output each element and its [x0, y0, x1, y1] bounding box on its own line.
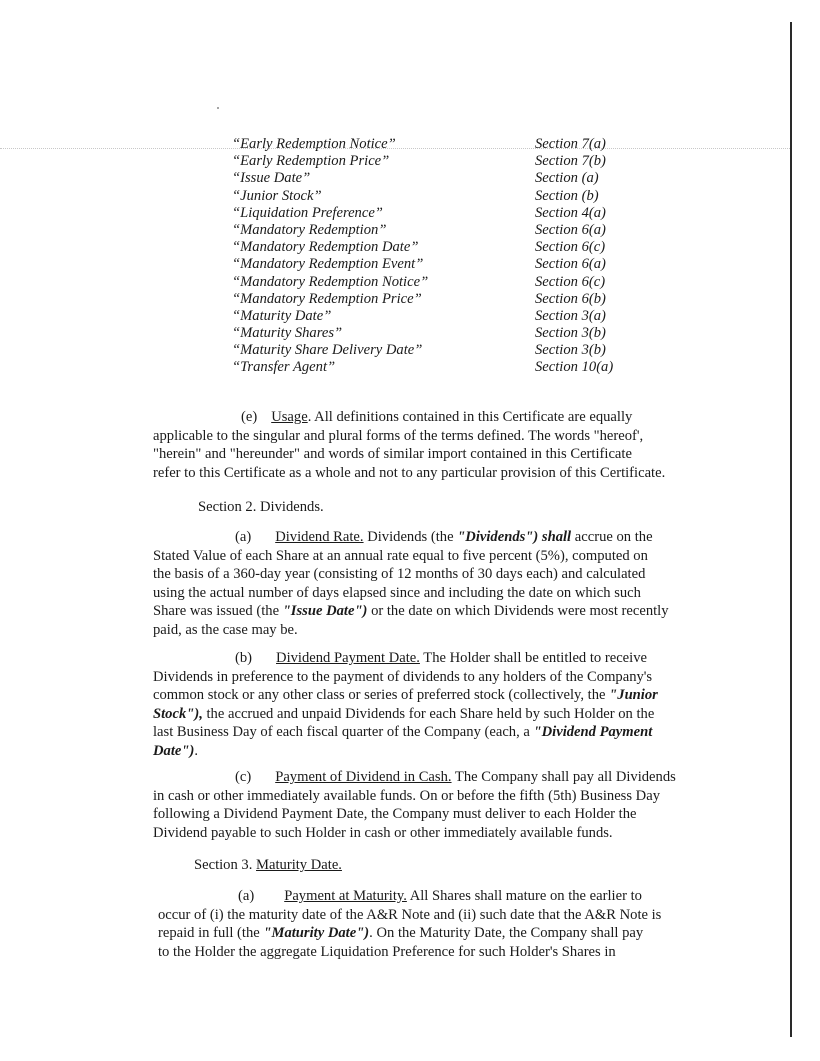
- definition-reference: Section 4(a): [535, 204, 606, 221]
- defined-term: "Issue Date"): [282, 603, 368, 619]
- definition-row: [232, 325, 652, 342]
- payment-in-cash-title: Payment of Dividend in Cash.: [275, 769, 452, 785]
- definition-row: [232, 170, 652, 187]
- definition-row: [232, 274, 652, 291]
- payment-at-maturity-paragraph: (a) Payment at Maturity. All Shares shall mature on the earlier to occur of (i) the maturity date of the A&R Note and (ii) such date that the A&R Note is repaid in full (the "Maturity Date"). On the Maturity Date, the Company shall pay to the Holder the aggregate Liquidation Preference for such Holder's Shares in: [158, 888, 662, 960]
- definition-reference: Section 3(a): [535, 307, 606, 324]
- usage-paragraph: (e) Usage. All definitions contained in this Certificate are equally applicable to the singular and plural forms of the terms defined. The words "hereof', "herein" and "hereunder" and words of similar import contained in this Certificate refer to this Certificate as a whole and not to any particular provision of this Certificate.: [153, 409, 666, 481]
- section-2-heading: Section 2. Dividends.: [198, 499, 324, 515]
- definitions-table: [232, 136, 652, 377]
- definition-reference: Section 6(c): [535, 273, 606, 290]
- section-3-title: Maturity Date.: [256, 857, 342, 873]
- definition-term: “Maturity Date”: [232, 307, 332, 324]
- defined-term: Stock"),: [153, 705, 203, 722]
- definition-reference: Section 7(a): [535, 136, 606, 152]
- definition-term: “Junior Stock”: [232, 187, 322, 204]
- dividend-payment-date-title: Dividend Payment Date.: [276, 650, 420, 666]
- dividend-rate-paragraph: (a) Dividend Rate. Dividends (the "Dividends") shall accrue on the Stated Value of each Share at an annual rate equal to five percent (5%), computed on the basis of a 360-day year (consisting of 12 months of 30 days each) and calculated using the actual number of days elapsed since and including the date on which such Share was issued (the "Issue Date") or the date on which Dividends were most recently paid, as the case may be.: [153, 529, 669, 638]
- defined-term: "Junior: [609, 687, 658, 703]
- definition-reference: Section 6(a): [535, 221, 606, 238]
- definition-term: “Maturity Share Delivery Date”: [232, 342, 423, 359]
- definition-row: [232, 359, 652, 376]
- definition-reference: Section 3(b): [535, 325, 606, 342]
- definition-term: “Transfer Agent”: [232, 359, 336, 376]
- definition-reference: Section (b): [535, 187, 599, 204]
- scan-edge-line: [790, 22, 792, 1037]
- definition-reference: Section 3(b): [535, 342, 606, 359]
- definition-reference: Section 7(b): [535, 153, 606, 170]
- definition-row: [232, 239, 652, 256]
- defined-term: "Maturity Date"): [263, 925, 370, 941]
- usage-label: (e): [241, 409, 258, 425]
- definition-row: [232, 256, 652, 273]
- definition-term: “Mandatory Redemption Date”: [232, 239, 419, 256]
- definition-term: “Maturity Shares”: [232, 325, 343, 342]
- definition-reference: Section 6(b): [535, 290, 606, 307]
- definition-row: [232, 308, 652, 325]
- definition-term: “Mandatory Redemption Notice”: [232, 273, 429, 290]
- definition-term: “Early Redemption Notice”: [232, 136, 396, 152]
- definition-row: [232, 205, 652, 222]
- definition-row: [232, 342, 652, 359]
- definition-row: [232, 188, 652, 205]
- usage-title: Usage: [271, 409, 308, 425]
- definition-row: [232, 136, 652, 153]
- definition-row: [232, 291, 652, 308]
- dividend-payment-date-paragraph: (b) Dividend Payment Date. The Holder shall be entitled to receive Dividends in preference to the payment of dividends to any holders of the Company's common stock or any other class or series of preferred stock (collectively, the "Junior Stock"), the accrued and unpaid Dividends for each Share held by such Holder on the last Business Day of each fiscal quarter of the Company (each, a "Dividend Payment Date").: [153, 650, 658, 759]
- scan-speck: [217, 107, 219, 109]
- definition-term: “Mandatory Redemption Price”: [232, 290, 422, 307]
- defined-term: Date"): [153, 742, 195, 759]
- defined-term: "Dividends") shall: [457, 529, 572, 545]
- definition-row: [232, 153, 652, 170]
- definition-term: “Liquidation Preference”: [232, 204, 383, 221]
- definition-reference: Section 10(a): [535, 359, 614, 376]
- dividend-rate-title: Dividend Rate.: [275, 529, 364, 545]
- payment-in-cash-paragraph: (c) Payment of Dividend in Cash. The Company shall pay all Dividends in cash or other immediately available funds. On or before the fifth (5th) Business Day following a Dividend Payment Date, the Company must deliver to each Holder the Dividend payable to such Holder in cash or other immediately available funds.: [153, 769, 676, 841]
- payment-at-maturity-title: Payment at Maturity.: [284, 888, 407, 904]
- definition-term: “Mandatory Redemption Event”: [232, 256, 424, 273]
- defined-term: "Dividend Payment: [533, 724, 653, 740]
- definition-term: “Mandatory Redemption”: [232, 221, 387, 238]
- definition-reference: Section 6(c): [535, 239, 606, 256]
- definition-reference: Section (a): [535, 170, 599, 187]
- definition-row: [232, 222, 652, 239]
- definition-term: “Early Redemption Price”: [232, 153, 390, 170]
- definition-reference: Section 6(a): [535, 256, 606, 273]
- definition-term: “Issue Date”: [232, 170, 311, 187]
- section-3-heading: Section 3. Maturity Date.: [194, 857, 342, 873]
